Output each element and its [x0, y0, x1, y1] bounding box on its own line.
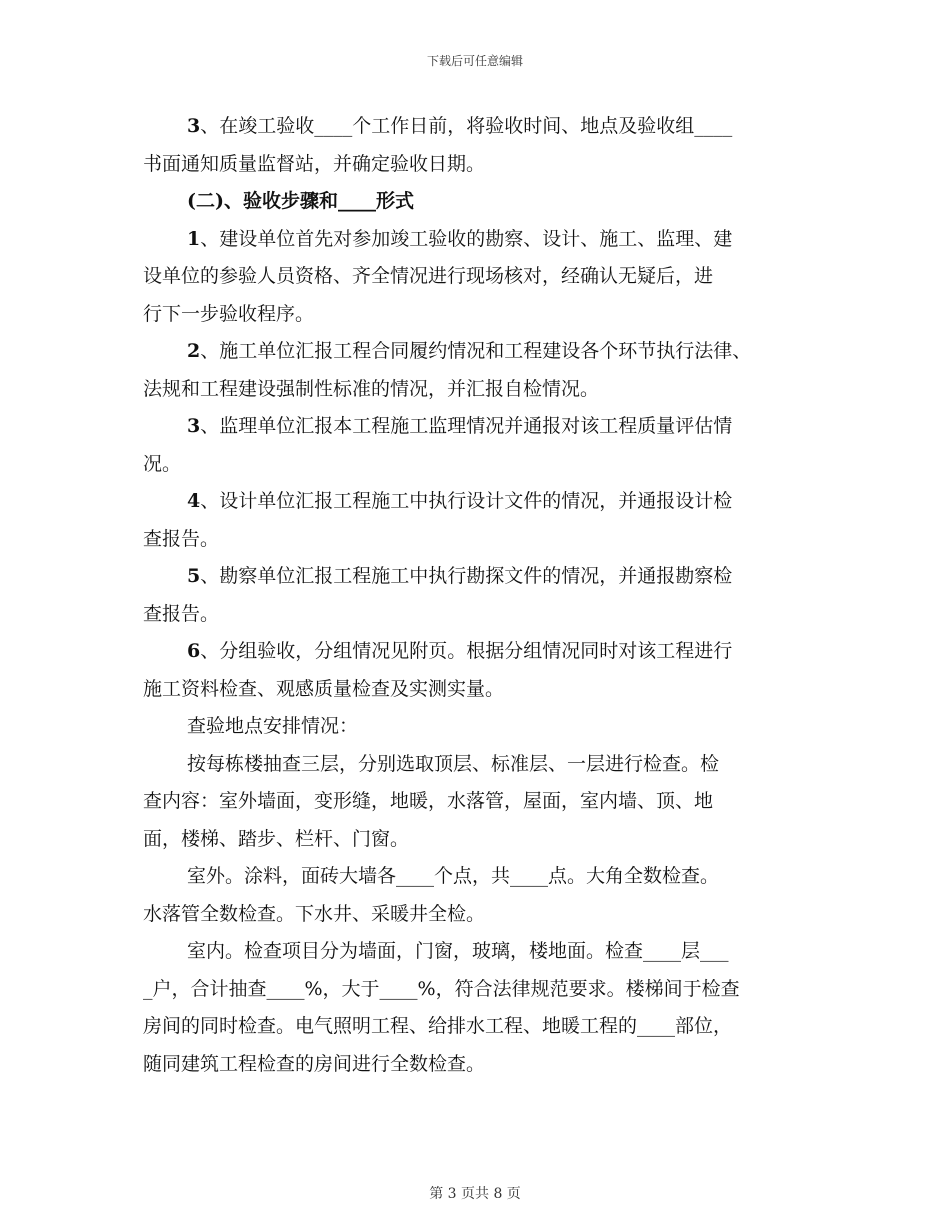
line-text: 、分组验收，分组情况见附页。根据分组情况同时对该工程进行: [200, 640, 733, 662]
line-text: 面，楼梯、踏步、栏杆、门窗。: [143, 827, 410, 850]
line-text: 查验地点安排情况：: [187, 715, 359, 737]
text-line: [143, 371, 811, 409]
line-text: _户，合计抽查____%，大于____%，符合法律规范要求。楼梯间于检查: [143, 977, 740, 1000]
text-line: [143, 333, 811, 371]
item-number: 3: [187, 415, 201, 437]
text-line: [143, 858, 811, 896]
text-line: [143, 408, 811, 446]
line-text: 、监理单位汇报本工程施工监理情况并通报对该工程质量评估情: [200, 415, 733, 437]
line-text: 、勘察单位汇报工程施工中执行勘探文件的情况，并通报勘察检: [200, 565, 733, 587]
text-line: [143, 446, 811, 484]
text-line: [143, 671, 811, 709]
text-line: [143, 633, 811, 671]
line-text: 查内容：室外墙面，变形缝，地暖，水落管，屋面，室内墙、顶、地: [143, 790, 714, 812]
text-line: [143, 296, 811, 334]
text-line: [143, 746, 811, 784]
line-text: 、施工单位汇报工程合同履约情况和工程建设各个环节执行法律、: [200, 340, 752, 362]
line-text: 设单位的参验人员资格、齐全情况进行现场核对，经确认无疑后，进: [143, 265, 714, 287]
text-line: [143, 821, 811, 859]
item-number: 6: [187, 640, 201, 662]
line-text: 按每栋楼抽查三层，分别选取顶层、标准层、一层进行检查。检: [187, 752, 720, 775]
text-line: [143, 596, 811, 634]
item-number: 3: [187, 115, 201, 137]
text-line: [143, 558, 811, 596]
text-line: [143, 108, 811, 146]
line-text: (二)、验收步骤和____形式: [187, 190, 414, 212]
text-line: [143, 971, 811, 1009]
item-number: 2: [187, 340, 201, 362]
text-line: [143, 146, 811, 184]
text-line: [143, 183, 811, 221]
item-number: 4: [187, 490, 201, 512]
line-text: 行下一步验收程序。: [143, 302, 315, 325]
text-line: [143, 708, 811, 746]
text-line: [143, 896, 811, 934]
text-line: [143, 483, 811, 521]
line-text: 况。: [143, 452, 182, 475]
text-line: [143, 1046, 811, 1084]
text-line: [143, 221, 811, 259]
text-line: [143, 521, 811, 559]
line-text: 、设计单位汇报工程施工中执行设计文件的情况，并通报设计检: [200, 490, 733, 512]
line-text: 、在竣工验收____个工作日前，将验收时间、地点及验收组____: [200, 115, 733, 137]
item-number: 5: [187, 565, 201, 587]
line-text: 施工资料检查、观感质量检查及实测实量。: [143, 677, 505, 700]
document-body: [143, 108, 811, 1083]
line-text: 室外。涂料，面砖大墙各____个点，共____点。大角全数检查。: [187, 865, 720, 887]
page-footer: 第 3 页共 8 页: [429, 1186, 521, 1202]
line-text: 查报告。: [143, 527, 220, 550]
text-line: [143, 783, 811, 821]
line-text: 、建设单位首先对参加竣工验收的勘察、设计、施工、监理、建: [200, 227, 733, 250]
line-text: 室内。检查项目分为墙面，门窗，玻璃，楼地面。检查____层___: [187, 940, 729, 962]
line-text: 水落管全数检查。下水井、采暖井全检。: [143, 902, 486, 925]
line-text: 随同建筑工程检查的房间进行全数检查。: [143, 1052, 486, 1075]
page-header: 下载后可任意编辑: [426, 54, 523, 68]
text-line: [143, 1008, 811, 1046]
line-text: 房间的同时检查。电气照明工程、给排水工程、地暖工程的____部位，: [143, 1015, 733, 1037]
line-text: 法规和工程建设强制性标准的情况，并汇报自检情况。: [143, 377, 600, 400]
line-text: 书面通知质量监督站，并确定验收日期。: [143, 152, 486, 175]
line-text: 查报告。: [143, 602, 220, 625]
item-number: 1: [187, 227, 201, 250]
text-line: [143, 258, 811, 296]
text-line: [143, 933, 811, 971]
